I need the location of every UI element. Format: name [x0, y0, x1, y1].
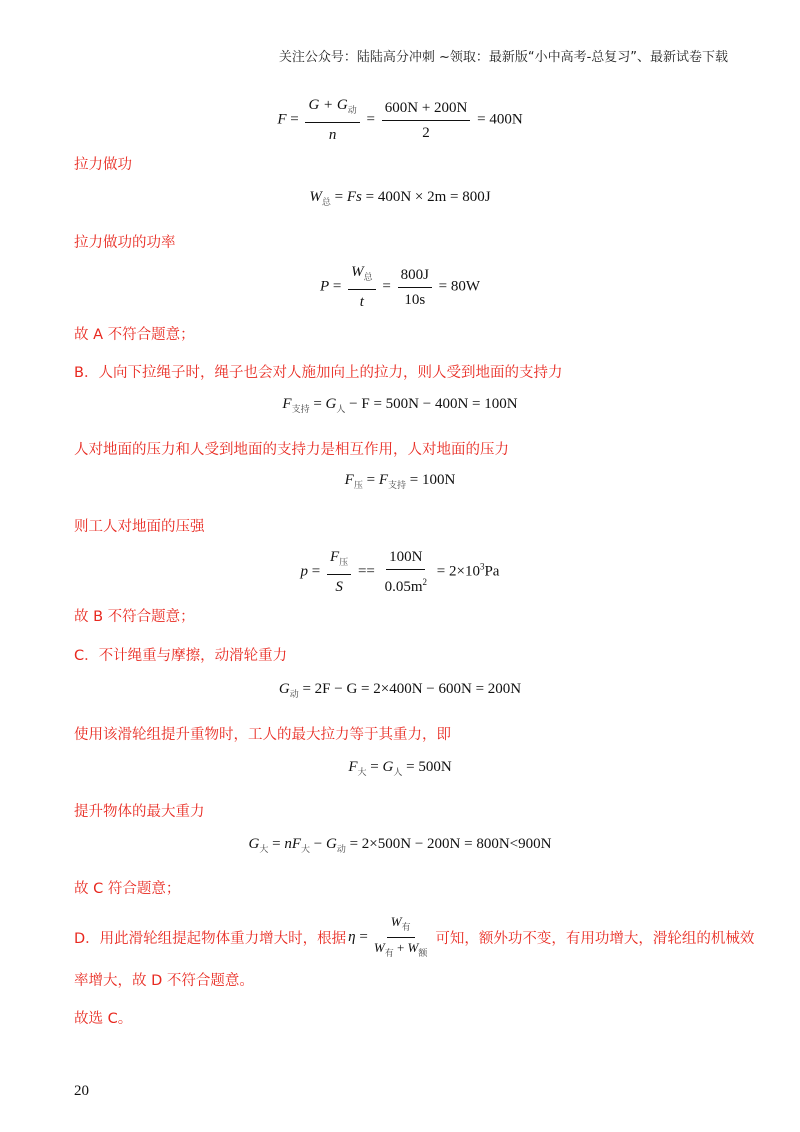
equation-total-work: $W_总 = Fs = 400N \times 2m = 800J$: [309, 189, 491, 207]
text-line: 率增大，故 D 不符合题意。: [74, 973, 254, 989]
text-line: 故 C 符合题意；: [74, 881, 181, 897]
equation-pull-force: F = $\frac{G + G_动}{n}$ = $\frac{600N + 200N}{2}$ = 400N: [277, 97, 523, 143]
equation-pulley-weight: $G_动 = 2F - G = 2\times 400N - 600N = 200N$: [278, 681, 522, 699]
page-header: 关注公众号：陆陆高分冲刺 ~领取：最新版“小中高考-总复习”、最新试卷下载: [278, 50, 728, 65]
text-line: 提升物体的最大重力: [74, 804, 205, 820]
text-line: B．人向下拉绳子时，绳子也会对人施加向上的拉力，则人受到地面的支持力: [74, 365, 563, 381]
efficiency-formula: η = $\frac{W_有}{W_有 + W_额}$: [348, 914, 428, 958]
text-line: 拉力做功的功率: [74, 235, 176, 251]
equation-max-pull: $F_大 = G_人 = 500N$: [348, 759, 452, 777]
page-number: 20: [74, 1083, 89, 1099]
equation-max-weight: $G_大 = nF_大 - G_动 = 2\times 500N - 200N = 800N<900N$: [248, 836, 552, 854]
equation-support-force: $F_{支持} = G_人 - F = 500N - 400N = 100N$: [282, 396, 518, 414]
text-line: C．不计绳重与摩擦，动滑轮重力: [74, 648, 288, 664]
text-line: 则工人对地面的压强: [74, 519, 205, 535]
text-line: 使用该滑轮组提升重物时，工人的最大拉力等于其重力，即: [74, 727, 451, 743]
equation-pressure-force: $F_压 = F_{支持} = 100N$: [344, 472, 456, 490]
text-line: 人对地面的压力和人受到地面的支持力是相互作用，人对地面的压力: [74, 442, 509, 458]
equation-power: P = $\frac{W_总}{t}$ = $\frac{800J}{10s}$ = 80W: [319, 264, 481, 310]
text-line-with-formula: D．用此滑轮组提起物体重力增大时，根据 η = $\frac{W_有}{W_有 + W_额}$ 可知，额外功不变，有用功增大，滑轮组的机械效: [74, 914, 754, 961]
text-line: 故选 C。: [74, 1011, 133, 1027]
equation-pressure: p = $\frac{F_压}{S}$ == $\frac{100N}{0.05m^2}$ = $2\times 10^3Pa$: [300, 549, 500, 595]
text-line: 拉力做功: [74, 157, 132, 173]
text-line: 故 B 不符合题意；: [74, 609, 195, 625]
text-line: 故 A 不符合题意；: [74, 327, 195, 343]
